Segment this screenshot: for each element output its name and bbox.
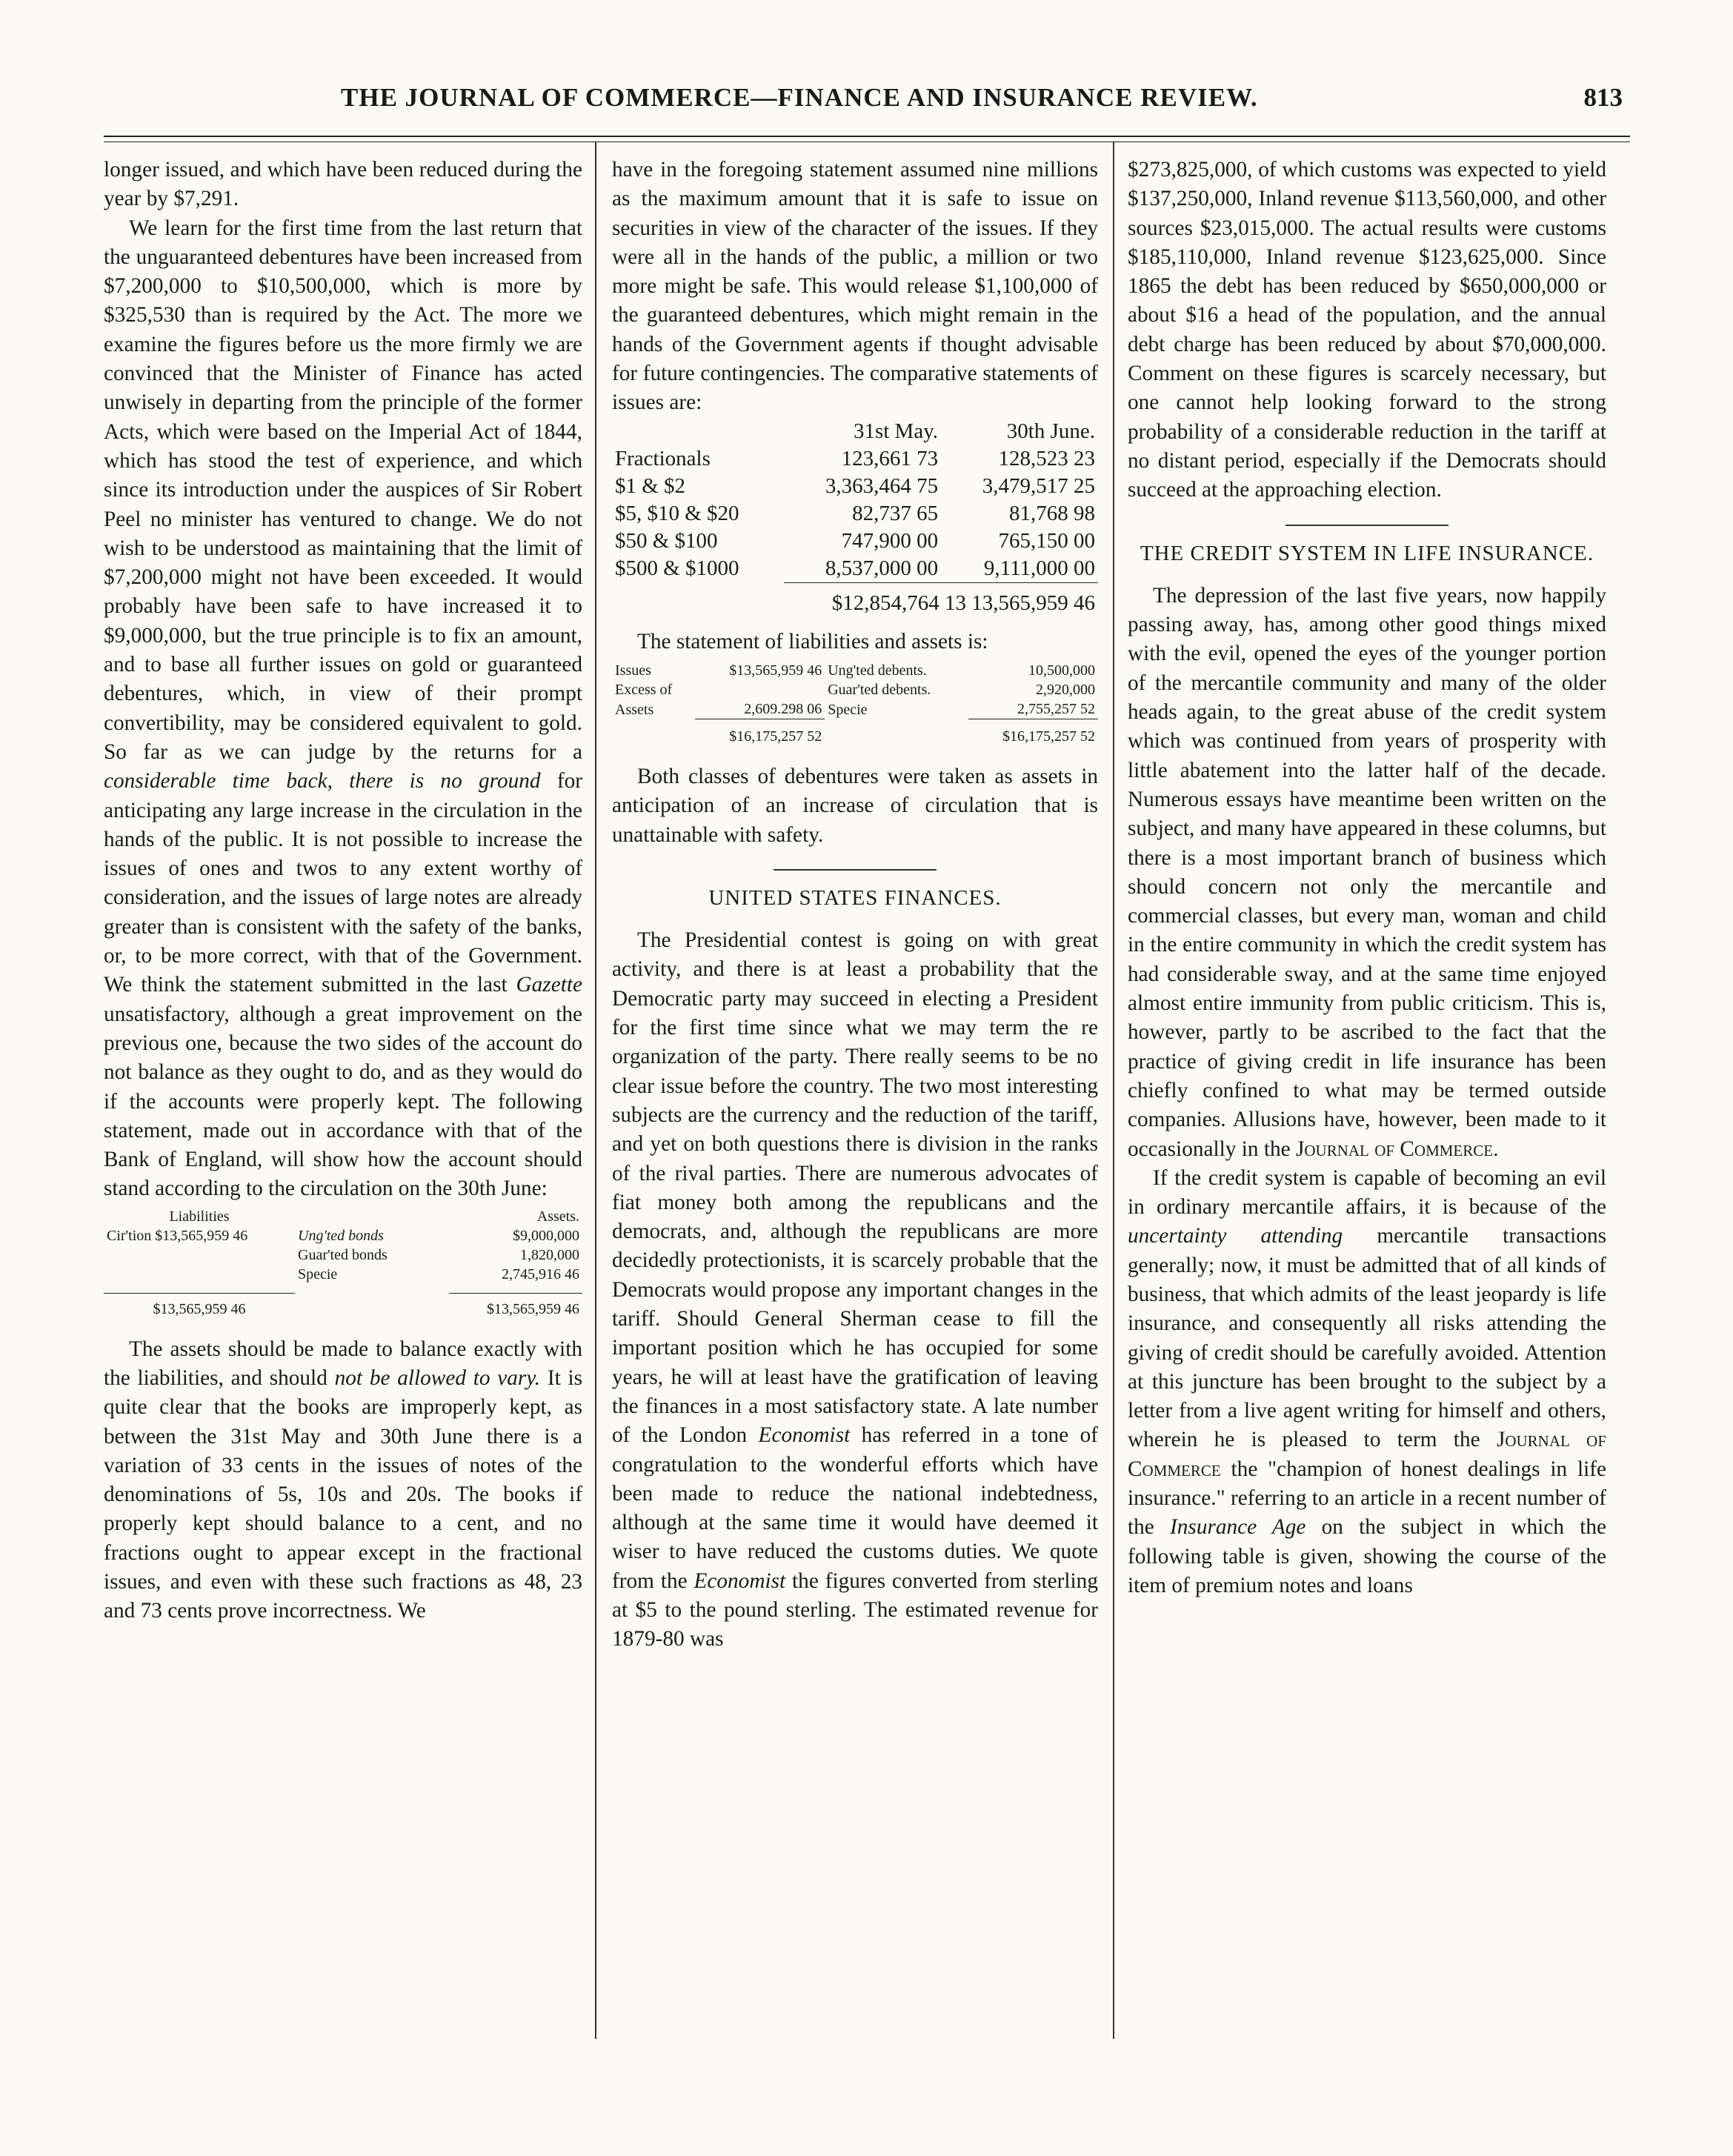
table-cell: $50 & $100 bbox=[615, 528, 718, 553]
table-row bbox=[104, 1245, 582, 1265]
table-cell: 128,523 23 bbox=[998, 446, 1095, 470]
italic-text: Economist bbox=[758, 1423, 851, 1448]
table-cell: Assets bbox=[615, 701, 654, 718]
paragraph bbox=[1128, 582, 1606, 1164]
italic-text: Insurance Age bbox=[1170, 1515, 1306, 1540]
paragraph: have in the foregoing statement assumed nine millions as the maximum amount that it is safe to issue on securities in view of the character of the issues. If they were all in the hands of the public, a million or two more might be safe. This would release $1,100,000 of the guaranteed debentures, which might remain in the hands of the Government agents if thought advisable for future contingencies. The comparative statements of issues are: bbox=[612, 158, 1098, 415]
table-cell: 123,661 73 bbox=[841, 446, 939, 470]
table-total-row bbox=[612, 590, 1098, 617]
paragraph bbox=[1128, 1164, 1606, 1600]
table-total: $16,175,257 52 bbox=[1002, 728, 1095, 745]
paragraph bbox=[612, 926, 1098, 1654]
text-run: unsatisfactory, although a great improvement on the previous one, because the two sides of the account do not balance as they ought to do, and as they would do if the accounts were properly kept. The following statement, made out in accordance with that of the Bank of England, will show how the account should stand according to the circulation on the 30th June: bbox=[104, 1002, 582, 1201]
table-row bbox=[104, 1265, 582, 1284]
column-divider bbox=[595, 142, 596, 2039]
table-cell: 1,820,000 bbox=[520, 1246, 579, 1263]
table-cell: $1 & $2 bbox=[615, 473, 686, 498]
text-run: on the subject in which the following table is given, showing the course of the item of premium notes and loans bbox=[1128, 1515, 1606, 1597]
table-cell: Specie bbox=[298, 1265, 338, 1282]
bank-statement-table bbox=[104, 1207, 582, 1319]
paragraph: Both classes of debentures were taken as assets in anticipation of an increase of circulation that is unattainable with safety. bbox=[612, 764, 1098, 847]
section-rule bbox=[774, 869, 937, 871]
table-header: 31st May. bbox=[853, 419, 939, 443]
table-cell bbox=[695, 680, 825, 699]
column-1 bbox=[104, 156, 582, 1626]
paragraph: $273,825,000, of which customs was expected to yield $137,250,000, Inland revenue $113,560,000, and other sources $23,015,000. The actual results were customs $185,110,000, Inland revenue $123,625,000. Since 1865 the debt has been reduced by $650,000,000 or about $16 a head of the population, and the annual debt charge has been reduced by about $70,000,000. Comment on these figures is scarcely necessary, but one cannot help looking forward to the strong probability of a considerable reduction in the tariff at no distant period, especially if the Democrats should succeed at the approaching election. bbox=[1128, 158, 1606, 502]
journal-name: Journal of Commerce. bbox=[1295, 1137, 1499, 1161]
text-run: has referred in a tone of congratulation to the wonderful efforts which have been made to reduce the national indebtedness, although at the same time it would have deemed it wiser to have reduced the customs duties. We quote from the bbox=[612, 1423, 1099, 1593]
column-3 bbox=[1128, 156, 1606, 1600]
page-number: 813 bbox=[1583, 83, 1623, 112]
italic-text: considerable time back, there is no ground bbox=[104, 769, 541, 793]
column-2 bbox=[612, 156, 1098, 1654]
table-cell: Guar'ted bonds bbox=[298, 1246, 387, 1263]
paragraph bbox=[104, 214, 582, 1204]
table-header: Assets. bbox=[536, 1208, 579, 1225]
table-header: 30th June. bbox=[1006, 419, 1095, 443]
table-row bbox=[612, 699, 1098, 719]
text-run: It is quite clear that the books are improperly kept, as between the 31st May and 30th June there is a variation of 33 cents in the issues of notes of the denominations of 5s, 10s and 20s. The books if properly kept should balance to a cent, and no fractions ought to appear except in the fractional issues, and even with these such fractions as 48, 23 and 73 cents prove incorrectness. We bbox=[104, 1365, 583, 1623]
text-run: We learn for the first time from the last return that the unguaranteed debentures have been increased from $7,200,000 to $10,500,000, which is more by $325,530 than is required by the Act. The more we examine the figures before us the more firmly we are convinced that the Minister of Finance has acted unwisely in departing from the principle of the former Acts, which were based on the Imperial Act of 1844, which has stood the test of experience, and which since its introduction under the auspices of Sir Robert Peel no minister has ventured to change. We do not wish to be understood as maintaining that the limit of $7,200,000 might not have been exceeded. It would probably have been safe to have increased it to $9,000,000, but the true principle is to fix an amount, and to base all further issues on gold or guaranteed debentures, which, in view of their prompt convertibility, may be considered equivalent to gold. So far as we can judge by the returns for a bbox=[104, 216, 582, 764]
table-cell: 9,111,000 00 bbox=[983, 556, 1095, 580]
table-cell: 2,609.298 06 bbox=[744, 701, 822, 718]
journal-title: THE JOURNAL OF COMMERCE—FINANCE AND INSURANCE REVIEW. bbox=[341, 83, 1258, 112]
text-run: for anticipating any large increase in the circulation in the hands of the public. It is not possible to increase the issues of ones and twos to any extent worthy of consideration, and the issues of large notes are already greater than is consistent with the safety of the banks, or, to be more correct, with that of the Government. We think the statement submitted in the last bbox=[104, 769, 582, 997]
table-cell: $5, $10 & $20 bbox=[615, 501, 739, 525]
page-header bbox=[111, 83, 1623, 124]
text-run: the figures converted from sterling at $5 to the pound sterling. The estimated revenue for 1879-80 was bbox=[612, 1568, 1098, 1651]
table-row bbox=[612, 555, 1098, 583]
text-run: The Presidential contest is going on with great activity, and there is at least a probability that the Democratic party may succeed in electing a President for the first time since what we may term the re organization of the party. There really seems to be no clear issue before the country. The two most interesting subjects are the currency and the reduction of the tariff, and yet on both questions there is division in the ranks of the rival parties. There are numerous advocates of fiat money both among the republicans and the democrats, and, although the republicans are more decidedly protectionists, it is scarcely probable that the Democrats would propose any important changes in the tariff. Should General Sherman cease to fill the important position which he has occupied for some years, he will at least have the gratification of leaving the finances in a most satisfactory state. A late number of the London bbox=[612, 928, 1098, 1448]
table-total: $13,565,959 46 bbox=[104, 1293, 295, 1319]
text-run: The depression of the last five years, now happily passing away, has, among other good things mixed with the evil, opened the eyes of the younger portion of the mercantile community and many of the older heads again, to the great abuse of the credit system which was continued from years of prosperity with little abatement into the latter half of the decade. Numerous essays have meantime been written on the subject, and many have appeared in these columns, but there is a most important branch of business which should concern not only the mercantile and commercial classes, but every man, woman and child in the entire community in which the credit system has had considerable sway, and at the same time enjoyed almost entire immunity from public criticism. This is, however, partly to be ascribed to the fact that the practice of giving credit in life insurance has been chiefly confined to what may be termed outside companies. Allusions have, however, been made to it occasionally in the bbox=[1128, 583, 1606, 1161]
table-cell: Ung'ted debents. bbox=[828, 662, 927, 679]
italic-text: Economist bbox=[693, 1568, 786, 1593]
paragraph: The statement of liabilities and assets is: bbox=[637, 630, 988, 654]
table-row bbox=[104, 1226, 582, 1245]
paragraph: longer issued, and which have been reduced during the year by $7,291. bbox=[104, 158, 582, 211]
section-title: UNITED STATES FINANCES. bbox=[708, 885, 1002, 910]
table-cell: Issues bbox=[615, 662, 651, 679]
table-cell: 3,479,517 25 bbox=[982, 473, 1095, 498]
text-run: If the credit system is capable of becoming an evil in ordinary mercantile affairs, it is because of the bbox=[1128, 1165, 1606, 1220]
column-divider bbox=[1113, 142, 1114, 2039]
table-cell: 2,745,916 46 bbox=[502, 1265, 579, 1282]
table-cell: 10,500,000 bbox=[1028, 662, 1095, 679]
section-rule bbox=[1285, 525, 1448, 526]
table-total: $16,175,257 52 bbox=[729, 728, 822, 745]
table-cell: $9,000,000 bbox=[513, 1227, 579, 1244]
table-cell: 2,920,000 bbox=[1036, 682, 1095, 699]
italic-text: not be allowed to vary. bbox=[334, 1365, 541, 1390]
table-cell: 8,537,000 00 bbox=[825, 556, 939, 580]
header-rule bbox=[104, 136, 1630, 137]
table-cell: $13,565,959 46 bbox=[729, 662, 822, 679]
table-cell: Ung'ted bonds bbox=[298, 1227, 384, 1244]
italic-text: Gazette bbox=[516, 973, 582, 997]
italic-text: uncertainty attending bbox=[1128, 1224, 1343, 1248]
table-cell: Fractionals bbox=[615, 446, 711, 470]
section-title: THE CREDIT SYSTEM IN LIFE INSURANCE. bbox=[1140, 541, 1594, 565]
table-cell: Cir'tion $13,565,959 46 bbox=[107, 1227, 248, 1244]
table-row bbox=[612, 528, 1098, 555]
table-total: $12,854,764 13 13,565,959 46 bbox=[831, 591, 1095, 616]
table-cell: Specie bbox=[828, 701, 868, 718]
table-cell: Excess of bbox=[615, 682, 673, 699]
paragraph bbox=[104, 1335, 582, 1626]
table-cell: 3,363,464 75 bbox=[825, 473, 939, 498]
table-row bbox=[612, 445, 1098, 473]
table-total: $13,565,959 46 bbox=[449, 1293, 582, 1319]
table-cell: 2,755,257 52 bbox=[1017, 701, 1095, 718]
table-row bbox=[612, 500, 1098, 528]
table-cell bbox=[104, 1245, 295, 1265]
table-row bbox=[612, 473, 1098, 500]
text-run: mercantile transactions generally; now, it must be admitted that of all kinds of business, that which admits of the least jeopardy is life insurance, and consequently all risks attending the giving of credit should be carefully avoided. Attention at this juncture has been brought to the subject by a letter from a live agent writing for himself and others, wherein he is pleased to term the bbox=[1128, 1224, 1606, 1452]
table-cell bbox=[104, 1265, 295, 1284]
text-run: The assets should be made to balance exactly with the liabilities, and should bbox=[104, 1337, 582, 1390]
comparative-issues-table bbox=[612, 418, 1098, 618]
table-cell: 747,900 00 bbox=[841, 528, 939, 553]
liabilities-assets-table bbox=[612, 661, 1098, 746]
table-cell: $500 & $1000 bbox=[615, 556, 739, 580]
table-row bbox=[612, 661, 1098, 680]
table-cell: 765,150 00 bbox=[998, 528, 1095, 553]
table-cell: 82,737 65 bbox=[852, 501, 939, 525]
table-row bbox=[612, 680, 1098, 699]
text-run: the "champion of honest dealings in life insurance." referring to an article in a recent number of the bbox=[1128, 1457, 1607, 1540]
table-header: Liabilities bbox=[169, 1208, 230, 1225]
table-cell: 81,768 98 bbox=[1009, 501, 1095, 525]
table-cell: Guar'ted debents. bbox=[828, 682, 931, 699]
journal-name: Journal of Commerce bbox=[1128, 1428, 1607, 1481]
table-total-row bbox=[612, 727, 1098, 746]
table-total-row bbox=[104, 1293, 582, 1319]
